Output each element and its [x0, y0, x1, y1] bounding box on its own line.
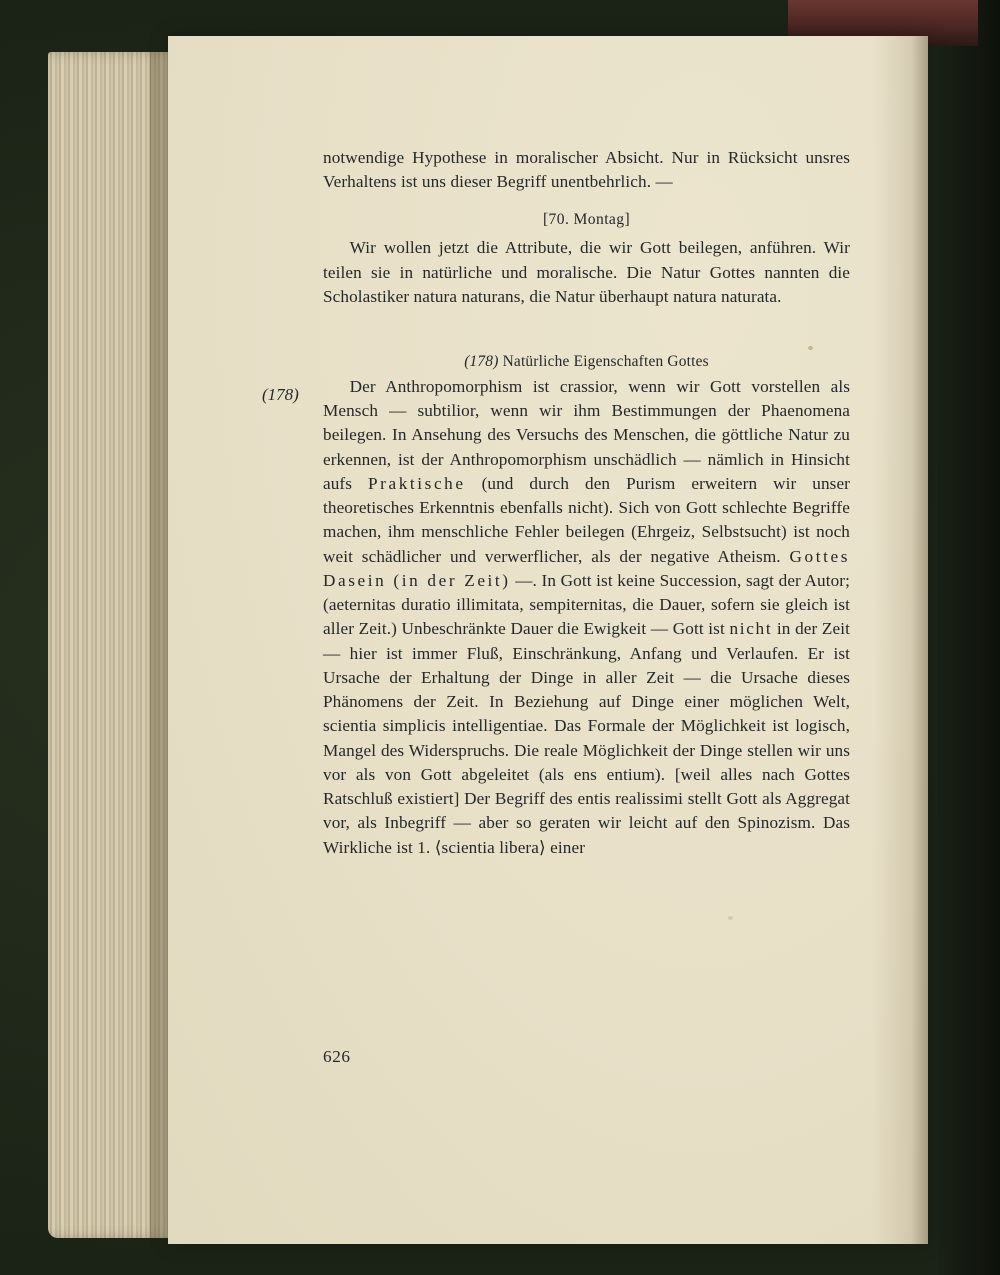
date-heading	[323, 209, 850, 231]
page-textblock	[323, 146, 850, 860]
body-text-4: in der Zeit — hier ist immer Fluß, Einschränkung, Anfang und Verlaufen. Er ist Ursache der Erhaltung der Dinge in aller Zeit — die Ursache dieses Phänomens der Zeit. In Beziehung auf Dinge einer möglichen Welt, scientia simplicis intelligentiae. Das Formale der Möglichkeit ist logisch, Mangel des Widerspruchs. Die reale Möglichkeit der Dinge stellen wir uns vor als von Gott abgeleitet (als ens entium). [weil alles nach Gottes Ratschluß existiert] Der Begriff des entis realissimi stellt Gott als Aggregat vor, als Inbegriff — aber so geraten wir leicht auf den Spinozism. Das Wirkliche ist 1. ⟨scientia libera⟩ einer	[323, 619, 850, 857]
body-text-3: —. In Gott ist keine Succession, sagt der Autor; (aeternitas duratio illimitata, sempiternitas, die Dauer, sofern sie gleich ist aller Zeit.) Unbeschränkte Dauer die Ewigkeit — Gott ist	[323, 570, 850, 639]
emphasis-praktische: Praktische	[368, 473, 466, 493]
paper-speck	[728, 916, 733, 920]
paragraph-attribute: Wir wollen jetzt die Attribute, die wir Gott beilegen, anführen. Wir teilen sie in natürliche und moralische. Die Natur Gottes nannten die Scholastiker natura naturans, die Natur überhaupt natura naturata.	[323, 238, 850, 306]
body-text-1: Der Anthropomorphism ist crassior, wenn wir Gott vorstellen als Mensch — subtilior, wenn wir ihm Bestimmungen der Phaenomena beilegen. In Ansehung des Versuchs des Menschen, die göttliche Natur zu erkennen, ist der Anthropomorphism unschädlich — nämlich in Hinsicht aufs	[323, 376, 850, 493]
margin-section-number: (178)	[262, 385, 299, 404]
printed-page	[168, 36, 928, 1244]
section-heading-title: Natürliche Eigenschaften Gottes	[502, 353, 709, 371]
date-heading-text: [70. Montag]	[542, 210, 631, 228]
paper-speck	[808, 346, 813, 350]
page-number: 626	[323, 1047, 351, 1066]
section-heading	[323, 351, 850, 373]
paragraph-continuation: notwendige Hypothese in moralischer Absicht. Nur in Rücksicht unsres Verhaltens ist uns dieser Begriff unentbehrlich. —	[323, 148, 850, 192]
emphasis-gottes-dasein: Gottes Dasein (in der Zeit)	[323, 546, 850, 590]
section-heading-number: (178)	[464, 353, 499, 371]
body-text-2: (und durch den Purism erweitern wir unser theoretisches Erkenntnis ebenfalls nicht). Sich von Gott schlechte Begriffe machen, ihm menschliche Fehler beilegen (Ehrgeiz, Selbstsucht) ist noch weit schädlicher und verwerflicher, als der negative Atheism.	[323, 473, 850, 566]
paragraph-main-body	[323, 375, 850, 860]
book-binding-right	[938, 0, 1000, 1275]
emphasis-nicht: nicht	[729, 619, 773, 639]
